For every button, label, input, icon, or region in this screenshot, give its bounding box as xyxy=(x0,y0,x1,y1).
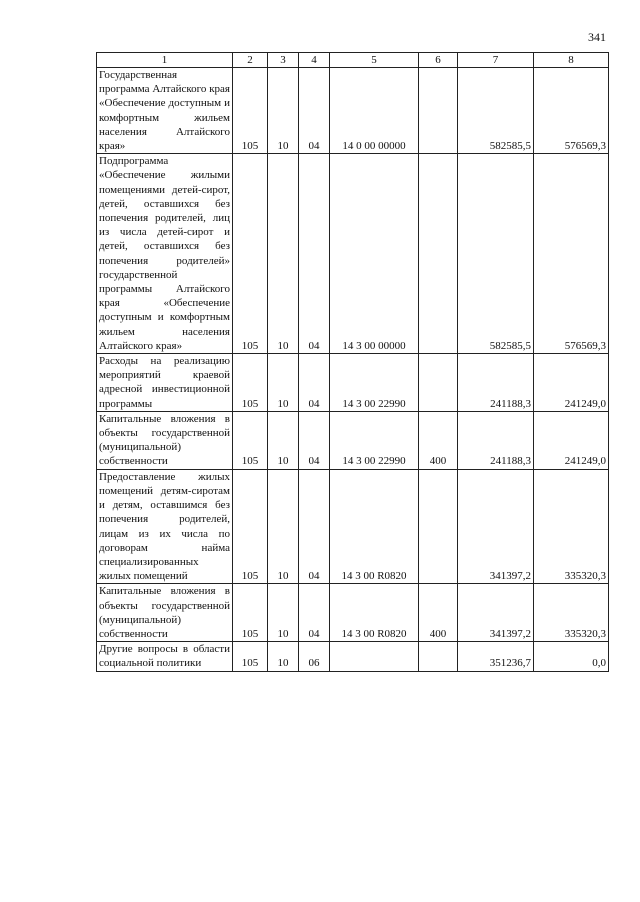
expense-type xyxy=(419,154,458,354)
ministry-code: 105 xyxy=(233,584,268,642)
row-name: Государственная программа Алтайского края «Обеспечение доступным и комфортным жильем населения Алтайского края» xyxy=(97,68,233,154)
column-header: 1 xyxy=(97,53,233,68)
amount-first: 582585,5 xyxy=(458,68,534,154)
column-header: 3 xyxy=(268,53,299,68)
expense-type: 400 xyxy=(419,584,458,642)
column-header: 8 xyxy=(534,53,609,68)
amount-second: 0,0 xyxy=(534,642,609,671)
expense-type: 400 xyxy=(419,411,458,469)
amount-first: 241188,3 xyxy=(458,354,534,412)
column-header: 5 xyxy=(330,53,419,68)
target-article: 14 3 00 00000 xyxy=(330,154,419,354)
table-row xyxy=(97,642,609,671)
amount-first: 241188,3 xyxy=(458,411,534,469)
target-article: 14 3 00 22990 xyxy=(330,411,419,469)
expense-type xyxy=(419,642,458,671)
amount-second: 576569,3 xyxy=(534,68,609,154)
row-name: Предоставление жилых помещений детям-сиротам и детям, оставшимся без попечения родителей, лицам из их числа по договорам найма специализированных жилых помещений xyxy=(97,469,233,584)
column-header: 6 xyxy=(419,53,458,68)
row-name: Капитальные вложения в объекты государственной (муниципальной) собственности xyxy=(97,584,233,642)
table-row xyxy=(97,584,609,642)
target-article: 14 3 00 R0820 xyxy=(330,584,419,642)
section-code: 10 xyxy=(268,411,299,469)
subsection-code: 04 xyxy=(299,354,330,412)
section-code: 10 xyxy=(268,469,299,584)
target-article: 14 3 00 R0820 xyxy=(330,469,419,584)
expense-type xyxy=(419,469,458,584)
amount-second: 576569,3 xyxy=(534,154,609,354)
column-header: 7 xyxy=(458,53,534,68)
table-row xyxy=(97,68,609,154)
header-row xyxy=(97,53,609,68)
ministry-code: 105 xyxy=(233,154,268,354)
row-name: Подпрограмма «Обеспечение жилыми помещениями детей-сирот, детей, оставшихся без попечения родителей, лиц из числа детей-сирот и детей, оставшихся без попечения родителей» государственной программы Алтайского края «Обеспечение доступным и комфортным жильем населения Алтайского края» xyxy=(97,154,233,354)
subsection-code: 04 xyxy=(299,411,330,469)
subsection-code: 04 xyxy=(299,68,330,154)
ministry-code: 105 xyxy=(233,469,268,584)
target-article xyxy=(330,642,419,671)
row-name: Капитальные вложения в объекты государственной (муниципальной) собственности xyxy=(97,411,233,469)
section-code: 10 xyxy=(268,354,299,412)
subsection-code: 04 xyxy=(299,584,330,642)
amount-first: 341397,2 xyxy=(458,584,534,642)
expense-type xyxy=(419,68,458,154)
expense-type xyxy=(419,354,458,412)
amount-first: 351236,7 xyxy=(458,642,534,671)
amount-second: 335320,3 xyxy=(534,584,609,642)
section-code: 10 xyxy=(268,584,299,642)
amount-second: 241249,0 xyxy=(534,354,609,412)
section-code: 10 xyxy=(268,68,299,154)
table-row xyxy=(97,154,609,354)
subsection-code: 06 xyxy=(299,642,330,671)
amount-second: 335320,3 xyxy=(534,469,609,584)
table-row xyxy=(97,411,609,469)
budget-table xyxy=(96,52,609,672)
ministry-code: 105 xyxy=(233,642,268,671)
amount-first: 582585,5 xyxy=(458,154,534,354)
ministry-code: 105 xyxy=(233,411,268,469)
subsection-code: 04 xyxy=(299,469,330,584)
amount-first: 341397,2 xyxy=(458,469,534,584)
row-name: Другие вопросы в области социальной политики xyxy=(97,642,233,671)
column-header: 4 xyxy=(299,53,330,68)
amount-second: 241249,0 xyxy=(534,411,609,469)
page-number: 341 xyxy=(588,30,606,44)
table-row xyxy=(97,354,609,412)
target-article: 14 3 00 22990 xyxy=(330,354,419,412)
ministry-code: 105 xyxy=(233,354,268,412)
section-code: 10 xyxy=(268,642,299,671)
row-name: Расходы на реализацию мероприятий краевой адресной инвестиционной программы xyxy=(97,354,233,412)
target-article: 14 0 00 00000 xyxy=(330,68,419,154)
subsection-code: 04 xyxy=(299,154,330,354)
table-row xyxy=(97,469,609,584)
ministry-code: 105 xyxy=(233,68,268,154)
column-header: 2 xyxy=(233,53,268,68)
section-code: 10 xyxy=(268,154,299,354)
